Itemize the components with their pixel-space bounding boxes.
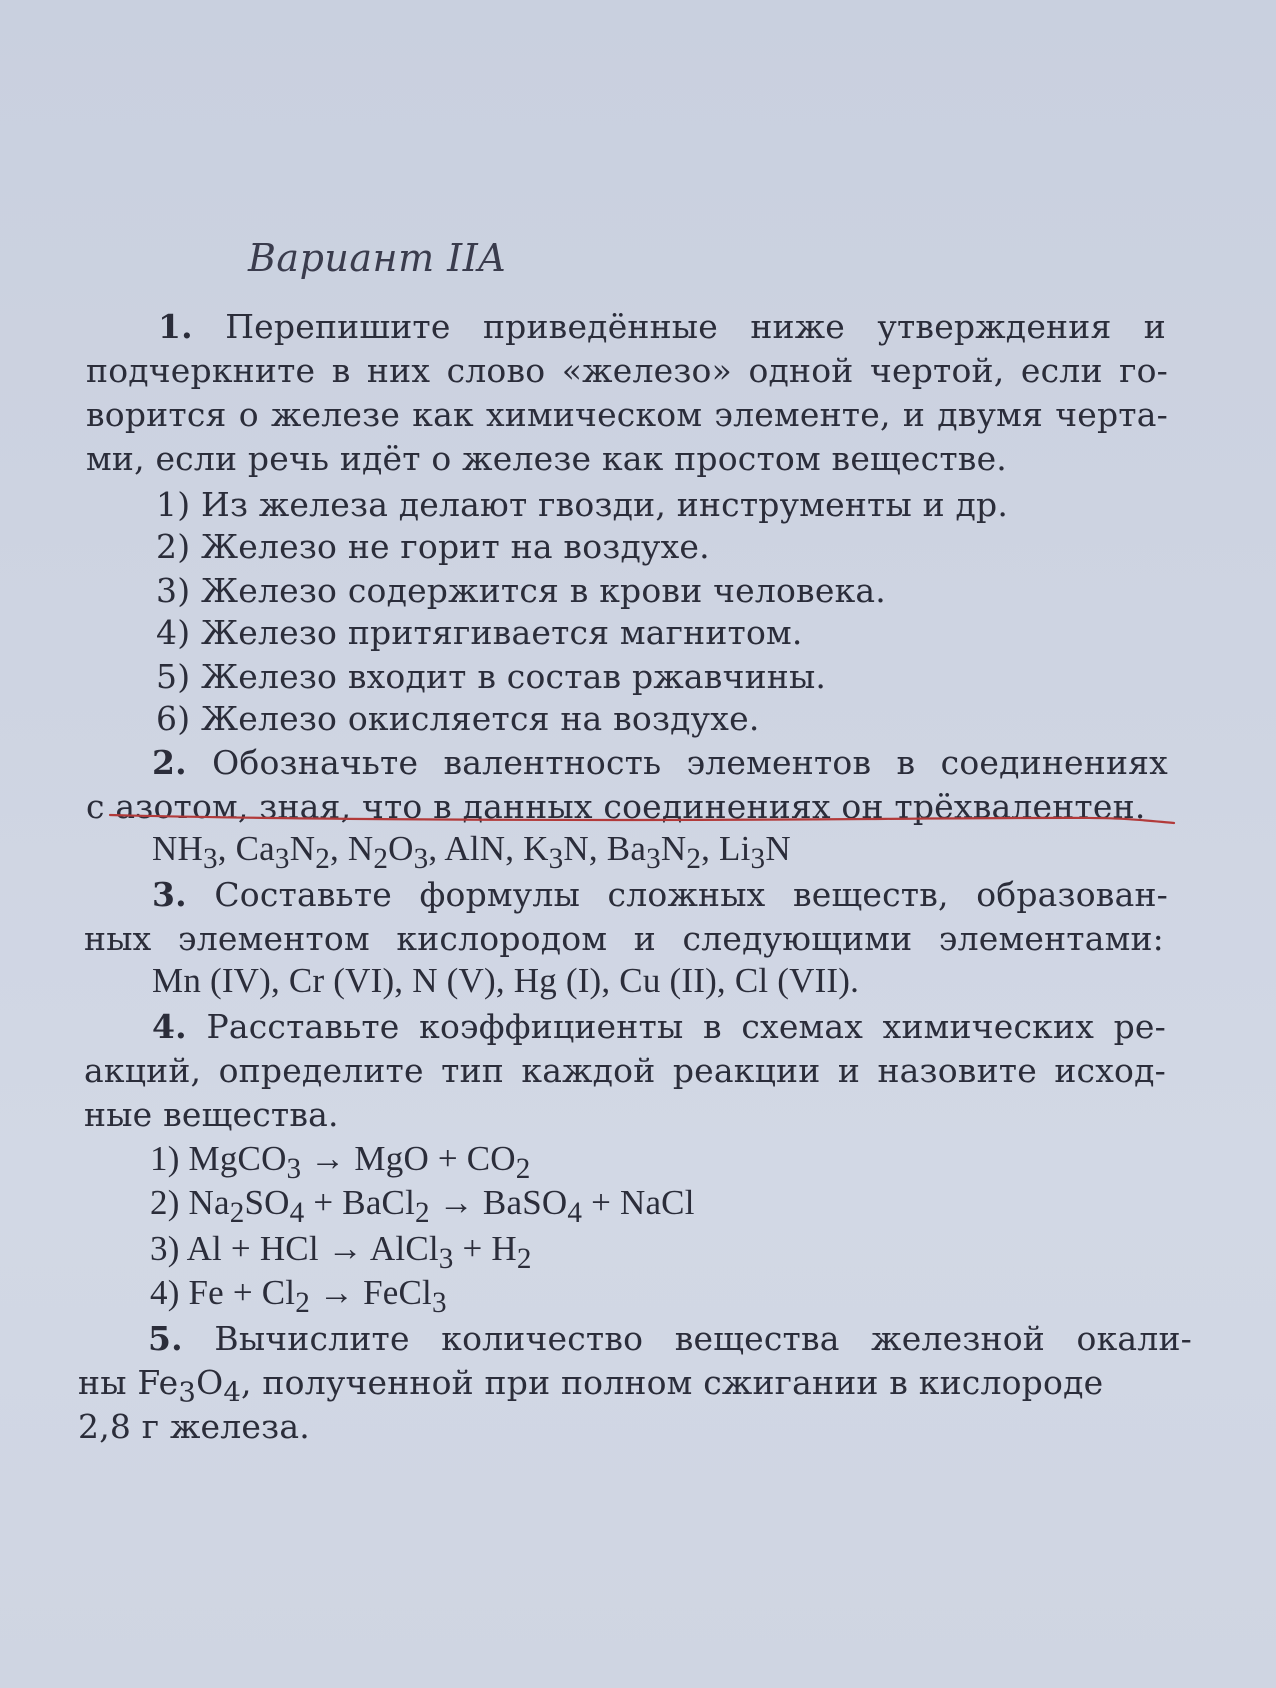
q1-item-1: 1) Из железа делают гвозди, инструменты и др. (156, 485, 1009, 524)
q5-text-1: Вычислите количество вещества железной окали- (214, 1319, 1192, 1358)
sub: 2 (373, 843, 389, 875)
reaction-4 (150, 1272, 447, 1324)
q5-line-1 (148, 1318, 1192, 1360)
sub: 3 (438, 1243, 454, 1275)
sub: 3 (178, 1376, 197, 1409)
sub: 3 (750, 843, 766, 875)
sub: 3 (646, 843, 661, 875)
red-pen-underline (108, 811, 1176, 825)
sub: 2 (415, 1197, 430, 1229)
q2-text-1: Обозначьте валентность элементов в соединениях (212, 743, 1168, 782)
q1-line-4: ми, если речь идёт о железе как простом веществе. (86, 439, 1007, 478)
sub: 2 (686, 843, 702, 875)
q2-number: 2. (152, 743, 187, 782)
sub: 3 (286, 1153, 302, 1185)
reaction-text: → MgO + CO (301, 1139, 516, 1178)
reaction-text: SO (244, 1183, 290, 1222)
q5-text-2a: ны Fe (78, 1363, 179, 1402)
q1-line-3: ворится о железе как химическом элементе, и двумя черта- (86, 395, 1168, 434)
q2-line-1 (152, 742, 1168, 784)
reaction-text: + NaCl (582, 1183, 695, 1222)
q4-text-1: Расставьте коэффициенты в схемах химических ре- (206, 1007, 1166, 1046)
reaction-text: → BaSO (429, 1183, 568, 1222)
q1-item-6: 6) Железо окисляется на воздухе. (156, 699, 760, 738)
sub: 3 (202, 843, 218, 875)
sub: 3 (431, 1287, 447, 1319)
q1-line-2: подчеркните в них слово «железо» одной чертой, если го- (86, 351, 1168, 390)
q5-number: 5. (148, 1319, 183, 1358)
q1-number: 1. (158, 307, 193, 346)
reaction-2 (150, 1182, 695, 1234)
q1-item-2: 2) Железо не горит на воздухе. (156, 527, 710, 566)
q3-line-1 (152, 874, 1168, 916)
sub: 4 (223, 1376, 242, 1409)
q1-line-1 (158, 306, 1166, 348)
q5-text-2b: O (196, 1363, 224, 1402)
q1-item-5: 5) Железо входит в состав ржавчины. (156, 657, 827, 696)
sub: 4 (567, 1197, 583, 1229)
q4-line-1 (152, 1006, 1166, 1048)
q4-number: 4. (152, 1007, 187, 1046)
q3-number: 3. (152, 875, 187, 914)
reaction-text: → FeCl (310, 1273, 432, 1312)
q5-line-3: 2,8 г железа. (78, 1407, 310, 1446)
q1-item-3: 3) Железо содержится в крови человека. (156, 571, 886, 610)
reaction-text: + H (453, 1229, 517, 1268)
q4-line-3: ные вещества. (84, 1095, 339, 1134)
q3-line-3: Mn (IV), Cr (VI), N (V), Hg (I), Cu (II), Cl (VII). (152, 961, 860, 1000)
q4-line-2: акций, определите тип каждой реакции и назовите исход- (84, 1051, 1166, 1090)
sub: 2 (516, 1243, 532, 1275)
sub: 2 (315, 843, 330, 875)
q5-text-2c: , полученной при полном сжигании в кислороде (241, 1363, 1104, 1402)
reaction-text: 3) Al + HCl → AlCl (150, 1229, 439, 1268)
sub: 2 (515, 1153, 531, 1185)
sub: 4 (289, 1197, 305, 1229)
q2-formulas (152, 828, 791, 880)
formula-nh3: $NH_3$, $Ca_3N_2$, $N_2O_3$, AlN, $K_3N$, $Ba_3N_2$, $Li_3N$ (152, 829, 791, 875)
reaction-text: + BaCl (304, 1183, 416, 1222)
sub: 2 (295, 1287, 310, 1319)
sub: 3 (548, 843, 564, 875)
q3-line-2: ных элементом кислородом и следующими элементами: (84, 919, 1164, 958)
reaction-text: 2) Na (150, 1183, 230, 1222)
reaction-text: 4) Fe + Cl (150, 1273, 296, 1312)
q3-text-1: Составьте формулы сложных веществ, образован- (214, 875, 1168, 914)
q1-text-1: Перепишите приведённые ниже утверждения и (225, 307, 1166, 346)
variant-title: Вариант IIA (248, 236, 507, 280)
sub: 3 (413, 843, 429, 875)
q1-item-4: 4) Железо притягивается магнитом. (156, 613, 803, 652)
q2-line-2: с азотом, зная, что в данных соединениях он трёхвалентен. (86, 787, 1146, 826)
reaction-text: 1) MgCO (150, 1139, 287, 1178)
sub: 2 (229, 1197, 245, 1229)
sub: 3 (274, 843, 290, 875)
